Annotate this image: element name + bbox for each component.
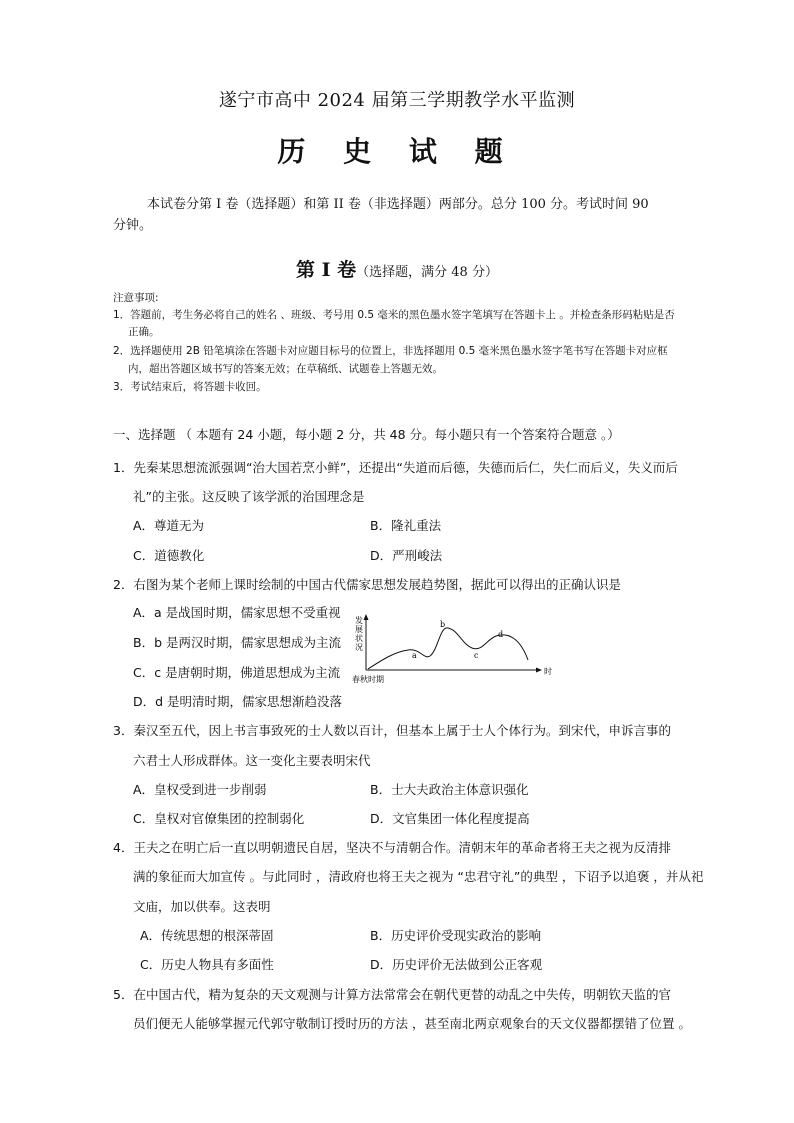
intro-line-2: 分钟。 <box>113 218 153 233</box>
question-5-stem: 员们便无人能够掌握元代郭守敬制订授时历的方法 ，甚至南北两京观象台的天文仪器都摆错了位置 。 <box>133 1016 691 1031</box>
section-1-main: 第 Ⅰ 卷 <box>296 259 357 281</box>
question-1-option-c: C．道德教化 <box>133 548 205 563</box>
question-4-option-a: A．传统思想的根深蒂固 <box>140 928 274 943</box>
question-2-option-c: C．c 是唐朝时期，佛道思想成为主流 <box>133 665 341 680</box>
point-label-b: b <box>440 620 446 629</box>
question-4-option-c: C．历史人物具有多面性 <box>140 957 274 972</box>
trend-curve <box>368 628 528 669</box>
question-4-stem: 满的象征而大加宣传 。与此同时 ，清政府也将王夫之视为 “忠君守礼”的典型 ，下诏予以追褒 ，并从祀 <box>133 869 704 884</box>
y-axis-label-char-1: 发 <box>355 616 363 625</box>
part-1-header: 一、选择题 （ 本题有 24 小题，每小题 2 分，共 48 分。每小题只有一个答案符合题意 。） <box>113 427 620 442</box>
exam-header: 遂宁市高中 2024 届第三学期教学水平监测 <box>218 90 576 111</box>
notice-item: 2．选择题使用 2B 铅笔填涂在答题卡对应题目标号的位置上，非选择题用 0.5 毫米黑色墨水签字笔书写在答题卡对应框 <box>113 345 668 357</box>
y-axis-label-char-3: 状 <box>355 634 363 643</box>
question-2-option-a: A．a 是战国时期，儒家思想不受重视 <box>133 605 341 620</box>
x-axis-label: 时 <box>544 667 552 676</box>
confucian-trend-figure <box>350 612 555 688</box>
question-4-stem: 文庙，加以供奉。这表明 <box>133 899 271 914</box>
notice-item: 正确。 <box>128 326 160 338</box>
y-axis-label-char-4: 况 <box>355 643 363 652</box>
question-2-option-d: D．d 是明清时期，儒家思想渐趋没落 <box>133 694 343 709</box>
notice-title: 注意事项: <box>113 292 159 304</box>
notice-item: 1．答题前，考生务必将自己的姓名 、班级、考号用 0.5 毫米的黑色墨水签字笔填写在答题卡上 。并检查条形码粘贴是否 <box>113 309 675 321</box>
point-label-c: c <box>474 651 479 660</box>
intro-line-1: 本试卷分第 I 卷（选择题）和第 II 卷（非选择题）两部分。总分 100 分。考试时间 90 <box>147 197 649 212</box>
question-3-stem: 六君士人形成群体。这一变化主要表明宋代 <box>133 753 371 768</box>
question-1-stem: 1．先秦某思想流派强调“治大国若烹小鲜”，还提出“失道而后德，失德而后仁，失仁而后义，失义而后 <box>113 460 678 475</box>
y-axis-label <box>355 615 366 652</box>
question-1-option-b: B．隆礼重法 <box>370 518 442 533</box>
section-1-heading <box>0 255 794 282</box>
x-axis-arrow <box>536 668 542 673</box>
question-5-stem: 5．在中国古代，精为复杂的天文观测与计算方法常常会在朝代更替的动乱之中失传，明朝钦天监的官 <box>113 987 671 1002</box>
exam-title: 历 史 试 题 <box>277 135 517 168</box>
y-axis-label-char-2: 展 <box>355 625 363 634</box>
question-1-option-a: A．尊道无为 <box>133 518 205 533</box>
question-4-option-b: B．历史评价受现实政治的影响 <box>370 928 542 943</box>
x-start-label: 春秋时期 <box>352 675 384 684</box>
question-3-stem: 3．秦汉至五代，因上书言事致死的士人数以百计，但基本上属于士人个体行为。到宋代，申诉言事的 <box>113 723 671 738</box>
question-3-option-d: D．文官集团一体化程度提高 <box>370 811 530 826</box>
notice-item: 3．考试结束后，将答题卡收回。 <box>113 381 267 393</box>
question-4-option-d: D．历史评价无法做到公正客观 <box>370 957 543 972</box>
question-1-stem: 礼”的主张。这反映了该学派的治国理念是 <box>133 489 365 504</box>
question-4-stem: 4．王夫之在明亡后一直以明朝遗民自居，坚决不与清朝合作。清朝末年的革命者将王夫之视为反清排 <box>113 840 671 855</box>
point-label-d: d <box>498 630 504 639</box>
question-1-option-d: D．严刑峻法 <box>370 548 443 563</box>
question-2-stem: 2．右图为某个老师上课时绘制的中国古代儒家思想发展趋势图，据此可以得出的正确认识是 <box>113 577 621 592</box>
question-3-option-c: C．皇权对官僚集团的控制弱化 <box>133 811 305 826</box>
notice-item: 内，超出答题区域书写的答案无效；在草稿纸、试题卷上答题无效。 <box>128 363 443 375</box>
question-3-option-a: A．皇权受到进一步削弱 <box>133 782 267 797</box>
point-label-a: a <box>412 651 417 660</box>
section-1-sub: （选择题，满分 48 分） <box>356 265 498 280</box>
question-2-option-b: B．b 是两汉时期，儒家思想成为主流 <box>133 635 341 650</box>
question-3-option-b: B．士大夫政治主体意识强化 <box>370 782 529 797</box>
